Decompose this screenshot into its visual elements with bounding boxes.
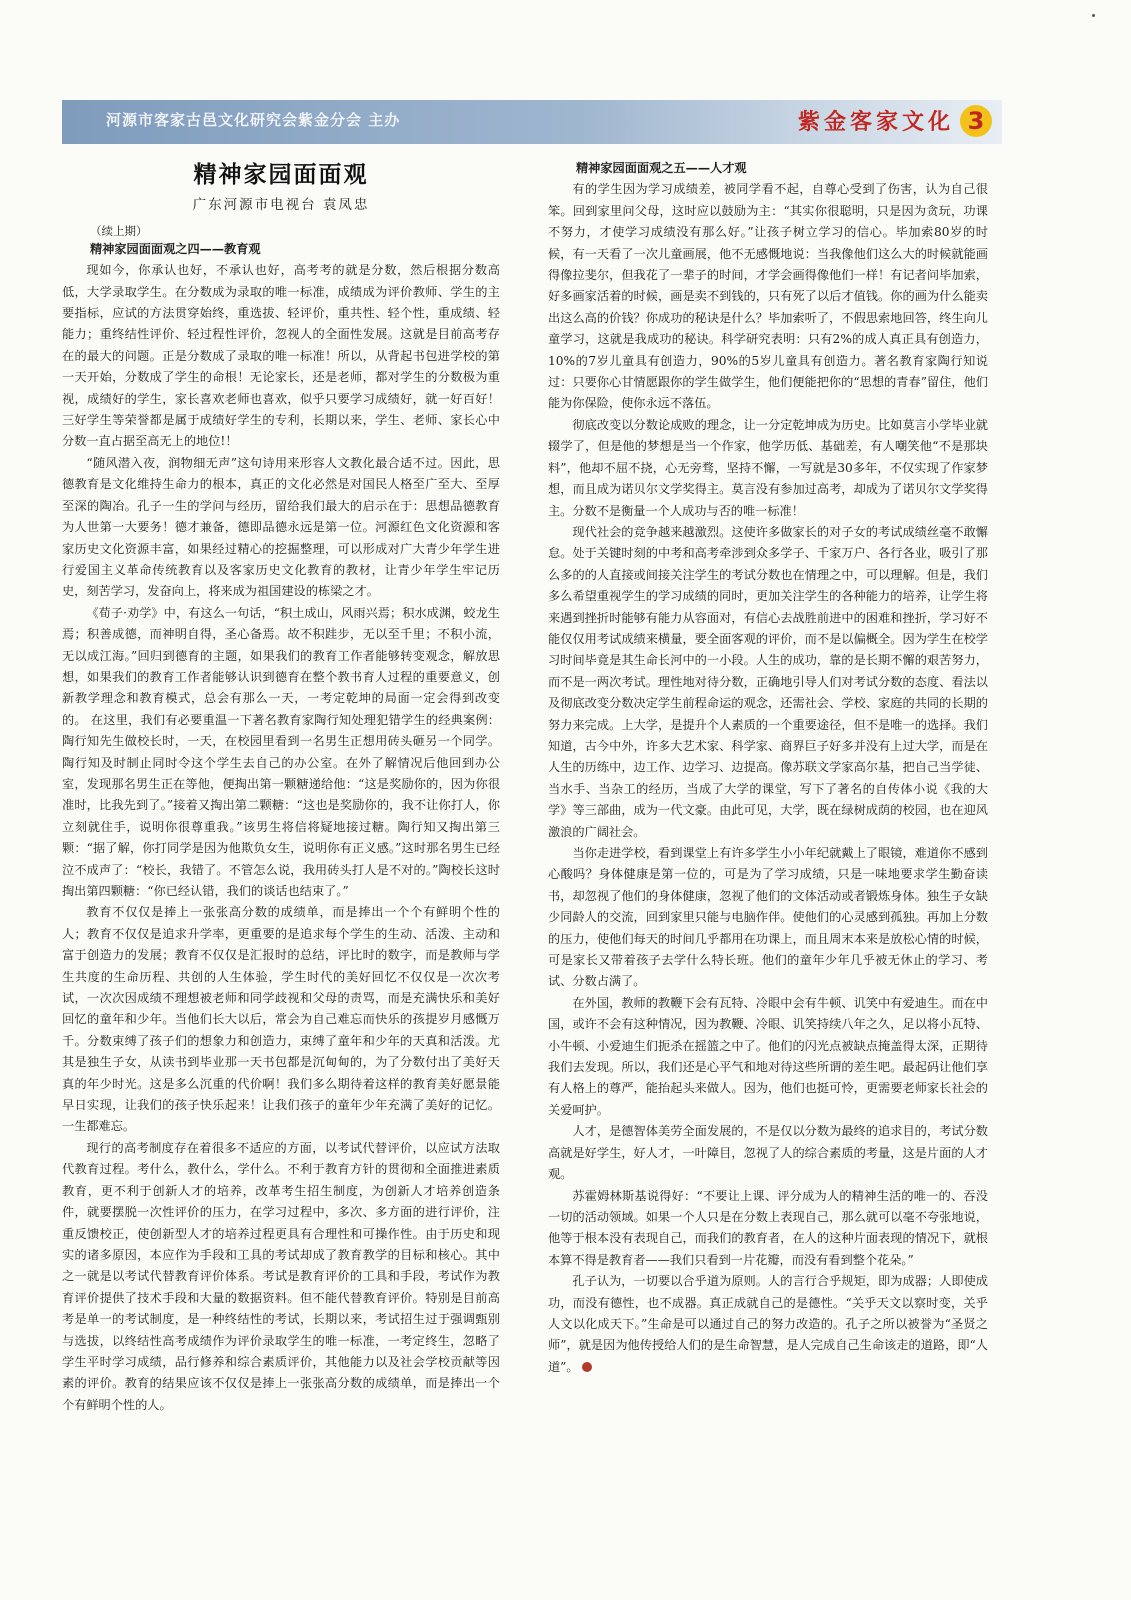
paragraph: 《荀子·劝学》中，有这么一句话，“积土成山，风雨兴焉；积水成渊，蛟龙生焉；积善成德，而神明自得，圣心备焉。故不积跬步，无以至千里；不积小流，无以成江海。”回归到德育的主题，如果我们的教育工作者能够转变观念，解放思想，如果我们的教育工作者能够认识到德育在整个教书育人过程的重要意义，创新教学理念和教育模式，总会有那么一天，一考定乾坤的局面一定会得到改变的。 在这里，我们有必要重温一下著名教育家陶行知处理犯错学生的经典案例：陶行知先生做校长时，一天，在校园里看到一名男生正想用砖头砸另一个同学。陶行知及时制止同时令这个学生去自己的办公室。在外了解情况后他回到办公室，发现那名男生正在等他，便掏出第一颗糖递给他：“这是奖励你的，因为你很准时，比我先到了。”接着又掏出第二颗糖：“这也是奖励你的，我不让你打人，你立刻就住手，说明你很尊重我。”该男生将信将疑地接过糖。陶行知又掏出第三颗：“据了解，你打同学是因为他欺负女生，说明你有正义感。”这时那名男生已经泣不成声了：“校长，我错了。不管怎么说，我用砖头打人是不对的。”陶校长这时掏出第四颗糖：“你已经认错，我们的谈话也结束了。”	[62, 605, 500, 898]
continued-note: （续上期）	[90, 223, 148, 238]
paragraph: “随风潜入夜，润物细无声”这句诗用来形容人文教化最合适不过。因此，思德教育是文化维持生命力的根本，真正的文化必然是对国民人格至广至大、至厚至深的陶冶。孔子一生的学问与经历，留给我们最大的启示在于：思想品德教育为人世第一大要务！德才兼备，德即品德永远是第一位。河源红色文化资源和客家历史文化资源丰富，如果经过精心的挖掘整理，可以形成对广大青少年学生进行爱国主义革命传统教育以及客家历史文化教育的教材，让青少年学生牢记历史，刻苦学习，发奋向上，将来成为祖国建设的栋梁之才。	[62, 455, 500, 599]
paragraph: 现如今，你承认也好，不承认也好，高考考的就是分数，然后根据分数高低，大学录取学生。在分数成为录取的唯一标准，成绩成为评价教师、学生的主要指标，应试的方法贯穿始终，重选拔、轻评价，重共性、轻个性，重成绩、轻能力；重终结性评价、轻过程性评价，忽视人的全面性发展。这就是目前高考存在的最大的问题。正是分数成了录取的唯一标准！所以，从背起书包进学校的第一天开始，分数成了学生的命根！无论家长，还是老师，都对学生的分数极为重视，成绩好的学生，家长喜欢老师也喜欢，似乎只要学习成绩好，就一好百好！三好学生等荣誉都是属于成绩好学生的专利，长期以来，学生、老师、家长心中分数一直占据至高无上的地位!！	[62, 263, 500, 449]
article-byline: 广东河源市电视台 袁凤忠	[192, 197, 370, 214]
left-column	[62, 158, 500, 1416]
header-banner	[62, 100, 1002, 144]
masthead-title: 紫金客家文化	[797, 109, 954, 135]
scan-speck	[1092, 14, 1095, 17]
paragraph: 人才，是德智体美劳全面发展的，不是仅以分数为最终的追求目的，考试分数高就是好学生，好人才，一叶障目，忽视了人的综合素质的考量，这是片面的人才观。	[548, 1124, 988, 1182]
page-number-badge: 3	[960, 105, 992, 137]
section-heading-education: 精神家园面面观之四——教育观	[90, 241, 261, 256]
article-title: 精神家园面面观	[193, 161, 369, 188]
end-of-article-icon	[582, 1362, 592, 1372]
paragraph-text: 孔子认为，一切要以合乎道为原则。人的言行合乎规矩，即为成器；人即使成功，而没有德性，也不成器。真正成就自己的是德性。“关乎天文以察时变，关乎人文以化成天下。”生命是可以通过自己的努力改造的。孔子之所以被誉为“圣贤之师”，就是因为他传授给人们的是生命智慧，是人完成自己生命该走的道路，即“人道”。	[548, 1274, 988, 1374]
paragraph: 有的学生因为学习成绩差，被同学看不起，自尊心受到了伤害，认为自己很笨。回到家里问父母，这时应以鼓励为主：“其实你很聪明，只是因为贪玩，功课不努力，才使学习成绩没有那么好。”让孩子树立学习的信心。毕加索80岁的时候，有一天看了一次儿童画展，他不无感慨地说：当我像他们这么大的时候就能画得像拉斐尔，但我花了一辈子的时间，才学会画得像他们一样！有记者问毕加索，好多画家活着的时候，画是卖不到钱的，只有死了以后才值钱。你的画为什么能卖出这么高的价钱？你成功的秘诀是什么？毕加索听了，不假思索地回答，终生向儿童学习，这就是我成功的秘诀。科学研究表明：只有2%的成人真正具有创造力，10%的7岁儿童具有创造力，90%的5岁儿童具有创造力。著名教育家陶行知说过：只要你心甘情愿跟你的学生做学生，他们便能把你的“思想的青春”留住，他们能为你保险，使你永远不落伍。	[548, 182, 988, 411]
paragraph: 在外国，教师的教鞭下会有瓦特、冷眼中会有牛顿、讥笑中有爱迪生。而在中国，或许不会有这种情况，因为教鞭、冷眼、讥笑持续八年之久，足以将小瓦特、小牛顿、小爱迪生们扼杀在摇篮之中了。他们的闪光点被缺点掩盖得太深，正期待我们去发现。所以，我们还是心平气和地对待这些所谓的差生吧。最起码让他们享有人格上的尊严，能抬起头来做人。因为，他们也挺可怜，更需要老师家长社会的关爱呵护。	[548, 995, 988, 1117]
last-paragraph	[548, 1271, 988, 1378]
paragraph: 现行的高考制度存在着很多不适应的方面，以考试代替评价，以应试方法取代教育过程。考什么，教什么，学什么。不利于教育方针的贯彻和全面推进素质教育，更不利于创新人才的培养，改革考生招生制度，为创新人才培养创造条件，就要摆脱一次性评价的压力，在学习过程中，多次、多方面的进行评价，注重反馈校正，使创新型人才的培养过程更具有合理性和可操作性。由于历史和现实的诸多原因，本应作为手段和工具的考试却成了教育教学的目标和核心。其中之一就是以考试代替教育评价体系。考试是教育评价的工具和手段，考试作为教育评价提供了技术手段和大量的数据资料。但不能代替教育评价。特别是目前高考是单一的考试制度，是一种终结性的考试，长期以来，考试招生过于强调甄别与选拔，以终结性高考成绩作为评价录取学生的唯一标准，一考定终生，忽略了学生平时学习成绩，品行修养和综合素质评价，其他能力以及社会学校贡献等因素的评价。教育的结果应该不仅仅是捧上一张张高分数的成绩单，而是捧出一个个有鲜明个性的人。	[62, 1140, 500, 1412]
paragraph: 现代社会的竞争越来越激烈。这使许多做家长的对子女的考试成绩丝毫不敢懈怠。处于关键时刻的中考和高考牵涉到众多学子、千家万户、各行各业，吸引了那么多的的人直接或间接关注学生的考试分数也在情理之中，可以理解。但是，我们多么希望重视学生的学习成绩的同时，更加关注学生的各种能力的培养，让学生将来遇到挫折时能够有能力从容面对，有信心去战胜前进中的困难和挫折，学习好不能仅仅用考试成绩来横量，要全面客观的评价，而不是以偏概全。因为学生在校学习时间毕竟是其生命长河中的一小段。人生的成功，靠的是长期不懈的艰苦努力，而不是一两次考试。理性地对待分数，正确地引导人们对考试分数的态度、看法以及彻底改变分数决定学生前程命运的观念，还需社会、学校、家庭的共同的长期的努力来完成。上大学，是提升个人素质的一个重要途径，但不是唯一的选择。我们知道，古今中外，许多大艺术家、科学家、商界巨子好多并没有上过大学，而是在人生的历练中，边工作、边学习、边提高。像苏联文学家高尔基，把自己当学徒、当水手、当杂工的经历，当成了大学的课堂，写下了著名的自传体小说《我的大学》等三部曲，成为一代文豪。由此可见，大学，既在绿树成荫的校园，也在迎风激浪的广阔社会。	[548, 524, 988, 839]
sponsor-text: 河源市客家古邑文化研究会紫金分会 主办	[106, 111, 401, 129]
paragraph: 苏霍姆林斯基说得好：“不要让上课、评分成为人的精神生活的唯一的、吞没一切的活动领域。如果一个人只是在分数上表现自己，那么就可以毫不夸张地说，他等于根本没有表现自己，而我们的教育者，在人的这种片面表现的情况下，就根本算不得是教育者——我们只看到一片花瓣，而没有看到整个花朵。”	[548, 1188, 988, 1267]
right-column	[548, 158, 988, 1378]
paragraph: 彻底改变以分数论成败的理念，让一分定乾坤成为历史。比如莫言小学毕业就辍学了，但是他的梦想是当一个作家，他学历低、基础差，有人嘲笑他“不是那块料”，他却不屈不挠，心无旁骛，坚持不懈，一写就是30多年，不仅实现了作家梦想，而且成为诺贝尔文学奖得主。莫言没有参加过高考，却成为了诺贝尔文学奖得主。分数不是衡量一个人成功与否的唯一标准！	[548, 417, 988, 518]
paragraph: 当你走进学校，看到课堂上有许多学生小小年纪就戴上了眼镜，难道你不感到心酸吗？身体健康是第一位的，可是为了学习成绩，只是一味地要求学生勤奋读书，却忽视了他们的身体健康，忽视了他们的文体活动或者锻炼身体。独生子女缺少同龄人的交流，回到家里只能与电脑作伴。使他们的心灵感到孤独。再加上分数的压力，使他们每天的时间几乎都用在功课上，而且周末本来是放松心情的时候，可是家长又带着孩子去学什么特长班。他们的童年少年几乎被无休止的学习、考试、分数占满了。	[548, 846, 988, 989]
paragraph: 教育不仅仅是捧上一张张高分数的成绩单，而是捧出一个个有鲜明个性的人；教育不仅仅是追求升学率，更重要的是追求每个学生的生动、活泼、主动和富于创造力的发展；教育不仅仅是汇报时的总结，评比时的数字，而是教师与学生共度的生命历程、共创的人生体验，学生时代的美好回忆不仅仅是一次次考试，一次次因成绩不理想被老师和同学歧视和父母的责骂，而是充满快乐和美好回忆的童年和少年。当他们长大以后，常会为自己难忘而快乐的孩提岁月感慨万千。分数束缚了孩子们的想象力和创造力，束缚了童年和少年的天真和活泼。尤其是独生子女，从读书到毕业那一天书包都是沉甸甸的，为了分数付出了美好天真的年少时光。这是多么沉重的代价啊！我们多么期待着这样的教育美好愿景能早日实现，让我们的孩子快乐起来！让我们孩子的童年少年充满了美好的记忆。一生都难忘。	[62, 905, 500, 1134]
section-heading-talent: 精神家园面面观之五——人才观	[576, 161, 747, 175]
